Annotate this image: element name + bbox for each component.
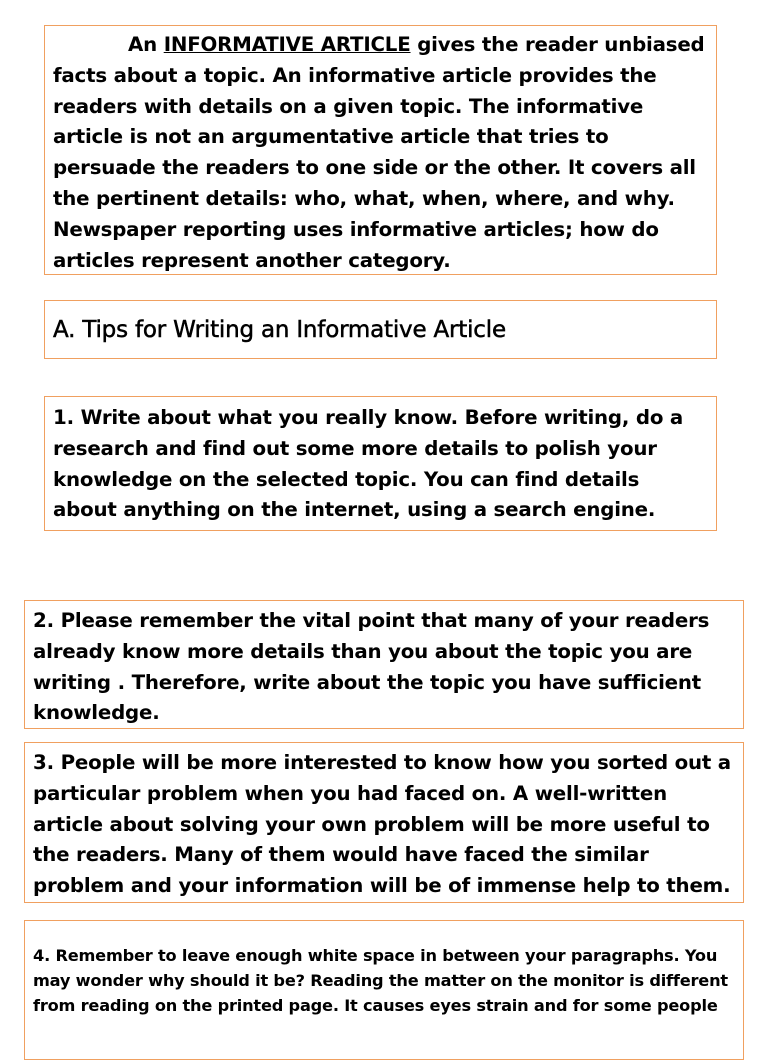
section-heading-box bbox=[44, 300, 717, 359]
informative-article-term: INFORMATIVE ARTICLE bbox=[163, 33, 411, 56]
intro-text: gives the reader unbiased facts about a topic. An informative article provides the readers with details on a given topic. The informative article is not an argumentative article that tries to persuade the readers to one side or the other. It covers all the pertinent details: who, what, when, where, and why. Newspaper reporting uses informative articles; how do articles represent another category. bbox=[53, 33, 705, 272]
section-heading: A. Tips for Writing an Informative Article bbox=[53, 317, 506, 343]
tip-4-text: 4. Remember to leave enough white space in between your paragraphs. You may wonder why should it be? Reading the matter on the monitor is different from reading on the printed page. It causes eyes strain and for some people bbox=[33, 946, 728, 1015]
tip-4-box bbox=[24, 920, 744, 1060]
intro-prefix: An bbox=[128, 33, 157, 56]
tip-3-box bbox=[24, 742, 744, 903]
tip-1-box bbox=[44, 396, 717, 531]
tip-2-text: 2. Please remember the vital point that many of your readers already know more details than you about the topic you are writing . Therefore, write about the topic you have sufficient knowledge. bbox=[33, 609, 710, 725]
intro-box bbox=[44, 25, 717, 275]
tip-3-text: 3. People will be more interested to know how you sorted out a particular problem when you had faced on. A well-written article about solving your own problem will be more useful to the readers. Many of them would have faced the similar problem and your information will be of immense help to them. bbox=[33, 751, 731, 898]
tip-2-box bbox=[24, 600, 744, 729]
tip-1-text: 1. Write about what you really know. Before writing, do a research and find out some more details to polish your knowledge on the selected topic. You can find details about anything on the internet, using a search engine. bbox=[53, 406, 684, 522]
